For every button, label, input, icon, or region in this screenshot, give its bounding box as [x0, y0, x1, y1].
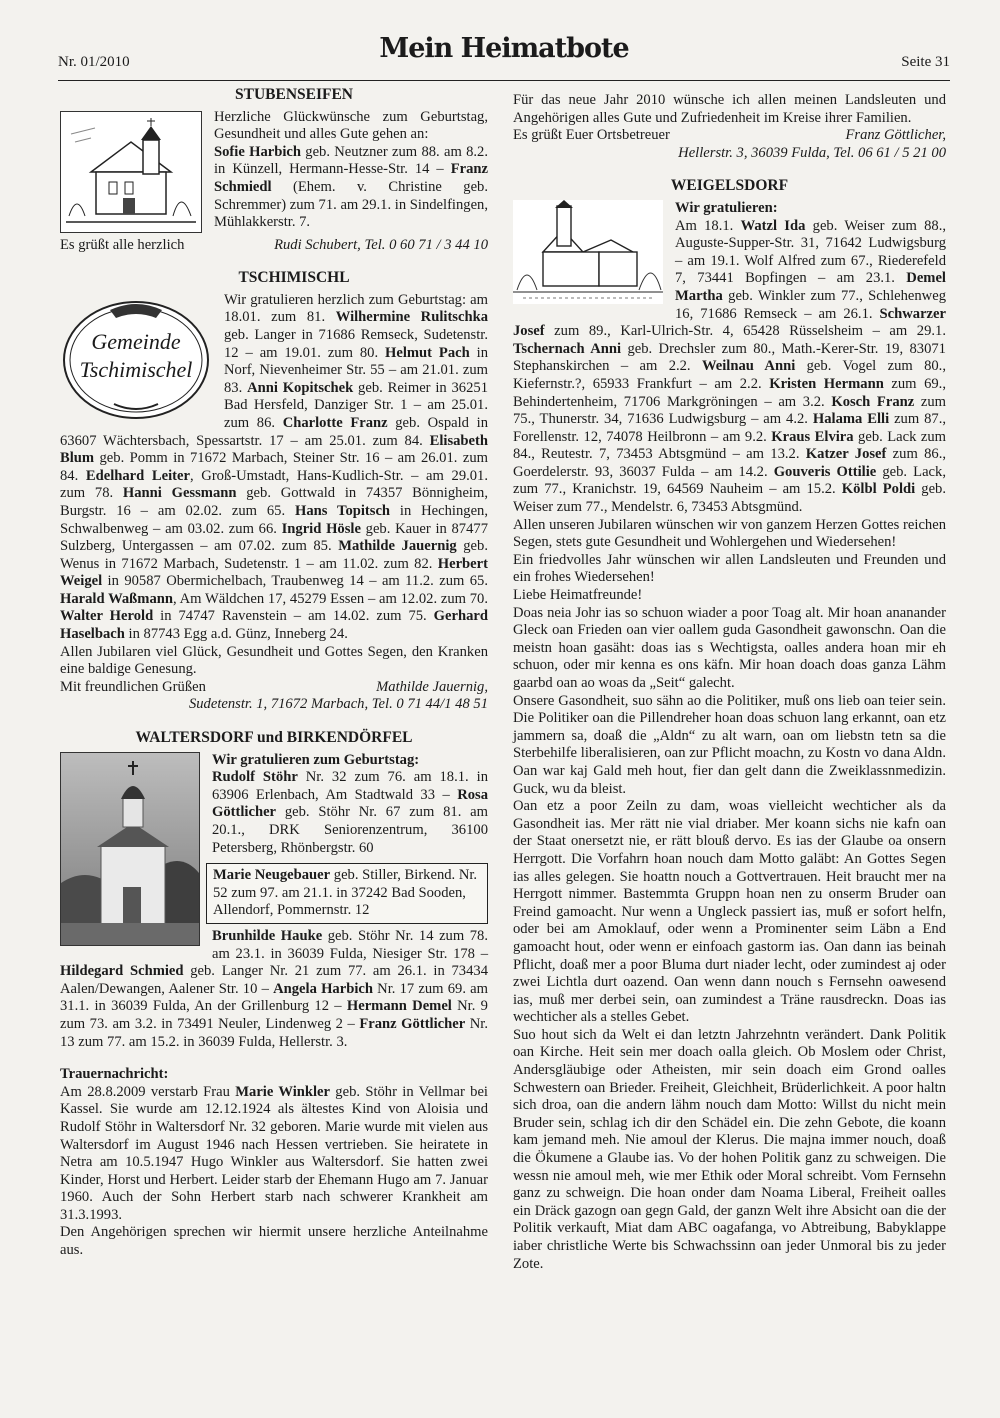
jubilee-wish: Allen unseren Jubilaren wünschen wir von ganzem Herzen Gottes reichen Segen, stets gute Gesundheit und Wohlergehen und Wiedersehen!	[513, 516, 946, 551]
page-number: Seite 31	[901, 54, 950, 70]
dialect-para-1: Doas neia Johr ias so schuon wiader a poor Toag alt. Mir hoan ananander Gleck oan Frieden oan vier oallem guda Gasondheit gawonschn. Oan die meistn hoan gasäht: doas ias s Wechtigsta, oalles andera hoan mir eh schuon, oder mir kenna es ons käfn. Mir hoan doach doas ganza Lähm gaarbd oan ao woas da „Seit“ galecht.	[513, 604, 946, 691]
issue-number: Nr. 01/2010	[58, 54, 130, 70]
village-church-drawing-image	[513, 200, 663, 304]
obituary-condolence: Den Angehörigen sprechen wir hiermit unsere herzliche Anteilnahme aus.	[60, 1224, 488, 1259]
s1-intro: Herzliche Glückwünsche zum Geburtstag, Gesundheit und alles Gute gehen an:	[214, 108, 488, 143]
birthday-highlight-box: Marie Neugebauer geb. Stiller, Birkend. Nr. 52 zum 97. am 21.1. in 37242 Bad Sooden, Allendorf, Pommernstr. 12	[206, 863, 488, 924]
new-year-wish: Für das neue Jahr 2010 wünsche ich allen meinen Landsleuten und Angehörigen alles Gute und Zufriedenheit im Kreise ihrer Familien.	[513, 92, 946, 126]
chapel-photo-image	[60, 752, 200, 946]
gemeinde-stamp-image: Gemeinde Tschimischel	[60, 296, 212, 424]
s2-signature-address: Sudetenstr. 1, 71672 Marbach, Tel. 0 71 44/1 48 51	[188, 696, 488, 713]
section-title-waltersdorf: WALTERSDORF und BIRKENDÖRFEL	[135, 729, 413, 747]
s3-entries-bottom: Brunhilde Hauke geb. Stöhr Nr. 14 zum 78. am 23.1. in 36039 Fulda, Niesiger Str. 178 – Hildegard Schmied geb. Langer Nr. 21 zum 77. am 26.1. in 73434 Aalen/Dewangen, Aalener Str. 10 – Angela Harbich Nr. 17 zum 69. am 31.1. in 36039 Fulda, An der Grillenburg 12 – Hermann Demel Nr. 9 zum 73. am 3.2. in 73491 Neuler, Lindenweg 2 – Franz Göttlicher Nr. 13 zum 77. am 15.2. in 36039 Fulda, Hellerstr. 3.	[60, 927, 489, 1050]
obituary-title: Trauernachricht:	[60, 1066, 169, 1083]
greeting: Liebe Heimatfreunde!	[513, 587, 643, 604]
r1-signature: Es grüßt Euer Ortsbetreuer Franz Göttlicher,	[513, 127, 946, 144]
s3-lead: Wir gratulieren zum Geburtstag:	[212, 751, 420, 768]
s2-signature: Mit freundlichen Grüßen Mathilde Jauernig,	[60, 678, 488, 695]
right-column	[513, 92, 946, 1273]
section-title-tschimischl: TSCHIMISCHL	[238, 269, 350, 287]
s1-entries: Sofie Harbich geb. Neutzner zum 88. am 8.2. in Künzell, Hermann-Hesse-Str. 14 – Franz Schmiedl (Ehem. v. Christine geb. Schremmer) zum 71. am 29.1. in Sindelfingen, Mühlakkerstr. 7.	[214, 143, 488, 231]
dialect-para-4: Suo hout sich da Welt ei dan letztn Jahrzehntn verändert. Dank Politik oan Kirche. Heit sein mer doach oalla gleich. Ob Moslem oder Christ, Andersgläubige oder Atheisten, mir sein doach eim Grond oalles Schwestern oan Brieder. Freiheit, Gleichheit, Brüderlichkeit. A poor haltn sich droa, oan die andern lähm nouch dam Motto: Willst du nicht mein Bruder sein, schlag ich dir den Schädel ein. Die zehn Gebote, die koann kam jemand meh. Nie amoul der Klerus. Die majna immer nouch, doaß die Ökumene a Glaube ias. Vo der hohen Politik ganz zu schweigen. Die wessn nie amoul meh, wie mer Ethik oder Moral schreibt. Vom Fernsehn ganz zu schweign. Die hoan onder dam Noama Liberal, Freiheit oalles ein Dräck gazogn oan gegn Gald, der ganzn Welt ihre Absicht oan die der Politik verkauft, Miat dam ABC oagafanga, vo Abtreibung, Babyklappe iaber christliche Werte bis Schwachssinn oan jeder Unmoral bis zu jeder Zote.	[513, 1026, 946, 1272]
obituary-text: Am 28.8.2009 verstarb Frau Marie Winkler geb. Stöhr in Vellmar bei Kassel. Sie wurde am 12.12.1924 als ältestes Kind von Aloisia und Rudolf Stöhr in Waltersdorf Nr. 32 geboren. Marie wurde mit vielen aus Waltersdorf im August 1946 nach Hessen vertrieben. Sie heiratete in Netra am 10.5.1947 Hugo Winkler aus Waltersdorf. Sie hatten zwei Kinder, Horst und Herbert. Leider starb der Ehemann Hugo am 7. Januar 1960. Auch der Sohn Herbert starb nach schwerer Krankheit am 31.3.1993.	[60, 1083, 488, 1223]
masthead: Mein Heimatbote	[379, 33, 629, 64]
s2-closing: Allen Jubilaren viel Glück, Gesundheit und Gottes Segen, den Kranken eine baldige Genesung.	[60, 643, 488, 678]
s3-entries-top: Rudolf Stöhr Nr. 32 zum 76. am 18.1. in 63906 Erlenbach, Am Stadtwald 33 – Rosa Göttlicher geb. Stöhr Nr. 67 zum 81. am 20.1., DRK Seniorenzentrum, 36100 Petersberg, Rhönbergstr. 60	[212, 769, 488, 856]
s1-signature: Es grüßt alle herzlich Rudi Schubert, Tel. 0 60 71 / 3 44 10	[60, 236, 488, 253]
s2-entries: Wir gratulieren herzlich zum Geburtstag: am 18.01. zum 81. Wilhermine Rulitschka geb. Langer in 71686 Remseck, Sudetenstr. 12 – am 19.01. zum 80. Helmut Pach in Norf, Nievenheimer Str. 55 – am 21.01. zum 83. Anni Kopitschek geb. Reimer in 36251 Bad Hersfeld, Danziger Str. 1 – am 25.01. zum 86. Charlotte Franz geb. Ospald in 63607 Wächtersbach, Spessartstr. 17 – am 25.01. zum 84. Elisabeth Blum geb. Pomm in 71672 Marbach, Steiner Str. 16 – am 26.01. zum 84. Edelhard Leiter, Groß-Umstadt, Hans-Kudlich-Str. – am 29.01. zum 78. Hanni Gessmann geb. Gottwald in 74357 Bönnigheim, Burgstr. 16 – am 02.02. zum 65. Hans Topitsch in Hechingen, Schwalbenweg – am 03.02. zum 66. Ingrid Hösle geb. Kauer in 87477 Sulzberg, Untergassen – am 07.02. zum 85. Mathilde Jauernig geb. Wenus in 71672 Marbach, Sudetenstr. 1 – am 11.02. zum 82. Herbert Weigel in 90587 Obermichelbach, Traubenweg 14 – am 11.2. zum 65. Harald Waßmann, Am Wäldchen 17, 45279 Essen – am 12.02. zum 70. Walter Herold in 74747 Ravenstein – am 14.02. zum 75. Gerhard Haselbach in 87743 Egg a.d. Günz, Inneberg 24.	[60, 291, 489, 643]
dialect-para-2: Onsere Gasondheit, suo sähn ao die Politiker, muß ons lieb oan teier sein. Die Politiker oan die Pillendreher hoan doas schuon lang erkannt, oan etz jammern sa, doaß die „Aldn“ zu alt warn, oan om liebstn tetn sa die Sterbehilfe liberalisieren, oan zur Pflicht moachn, zu Kostn vo dana Aldn. Oan war kaj Gald meh hout, fier dan gelt dann die Zweiklassnmedizin. Guck, wu da bleist.	[513, 692, 946, 797]
left-column	[60, 86, 488, 1260]
peace-wish: Ein friedvolles Jahr wünschen wir allen Landsleuten und Freunden und ein frohes Wiedersehen!	[513, 551, 946, 586]
section-title-weigelsdorf: WEIGELSDORF	[670, 177, 789, 195]
church-drawing-image	[60, 111, 202, 233]
w-entries: Am 18.1. Watzl Ida geb. Weiser zum 88., Auguste-Supper-Str. 31, 71642 Ludwigsburg – am 19.1. Wolf Alfred zum 67., Riederefeld 7, 73441 Bopfingen – am 23.1. Demel Martha geb. Winkler zum 77., Schlehenweg 16, 71686 Remseck – am 26.1. Schwarzer Josef zum 89., Karl-Ulrich-Str. 4, 65428 Rüsselsheim – am 29.1. Tschernach Anni geb. Drechsler zum 80., Math.-Kerer-Str. 19, 83071 Stephanskirchen – am 2.2. Weilnau Anni geb. Vogel zum 80., Kiefernstr.?, 65933 Frankfurt – am 2.2. Kristen Hermann zum 69., Behindertenheim, 71706 Markgröningen – am 3.2. Kosch Franz zum 75., Thunerstr. 34, 71636 Ludwigsburg – am 4.2. Halama Elli zum 87., Forellenstr. 12, 74078 Heilbronn – am 9.2. Kraus Elvira geb. Lack zum 84., Reutestr. 7, 73453 Abtsgmünd – am 13.2. Katzer Josef zum 86., Goerdelerstr. 93, 36037 Fulda – am 14.2. Gouveris Ottilie geb. Lack, zum 77., Kranichstr. 19, 64569 Nauheim – am 15.2. Kölbl Poldi geb. Weiser zum 77., Mendelstr. 6, 73453 Abtsgmünd.	[513, 217, 947, 516]
dialect-para-3: Oan etz a poor Zeiln zu dam, woas vielleicht wechticher als da Gasondheit ias. Mer rätt nie vial driaber. Mer koann sichs nie kafn oan der Staat onersetzt nie, er rätt blouß dervo. Es ias der Glaube oa onsern Herrgott. Die Vorfahrn hoan nouch dam Motto galäbt: An Gottes Segen ias alles gelegen. Sie hoattn nouch a Gottvertrauen. Heit braucht mer na Herrgott nimmer. Bastemmta Gruppn hoan nen zu onserm Bruder oan Freind gamoacht. Nur wenn a Ungleck passiert ias, muß er sofort helfn, oder bei am Amoklauf, oder wenn a Prominenter seim Läbn a End gamoacht hout, oder wenn er einfoach gastorm ias. Oan dann ias beinah Pflicht, doaß mer a poor Bluma durt niader lecht, oder zumindest aj oder zwei Lichtla durt oazend. Oan wenn dann nouch s Fernsehn oawesend ias, muß mer derbei sein, oan zumindest a Träne rausdreckn. Doas ias wechticher als a stelles Gebet.	[513, 798, 946, 1026]
section-title-stubenseifen: STUBENSEIFEN	[234, 86, 353, 103]
w-lead: Wir gratulieren:	[675, 199, 778, 216]
r1-signature-address: Hellerstr. 3, 36039 Fulda, Tel. 06 61 / 5 21 00	[678, 144, 946, 161]
page-header	[58, 33, 950, 81]
